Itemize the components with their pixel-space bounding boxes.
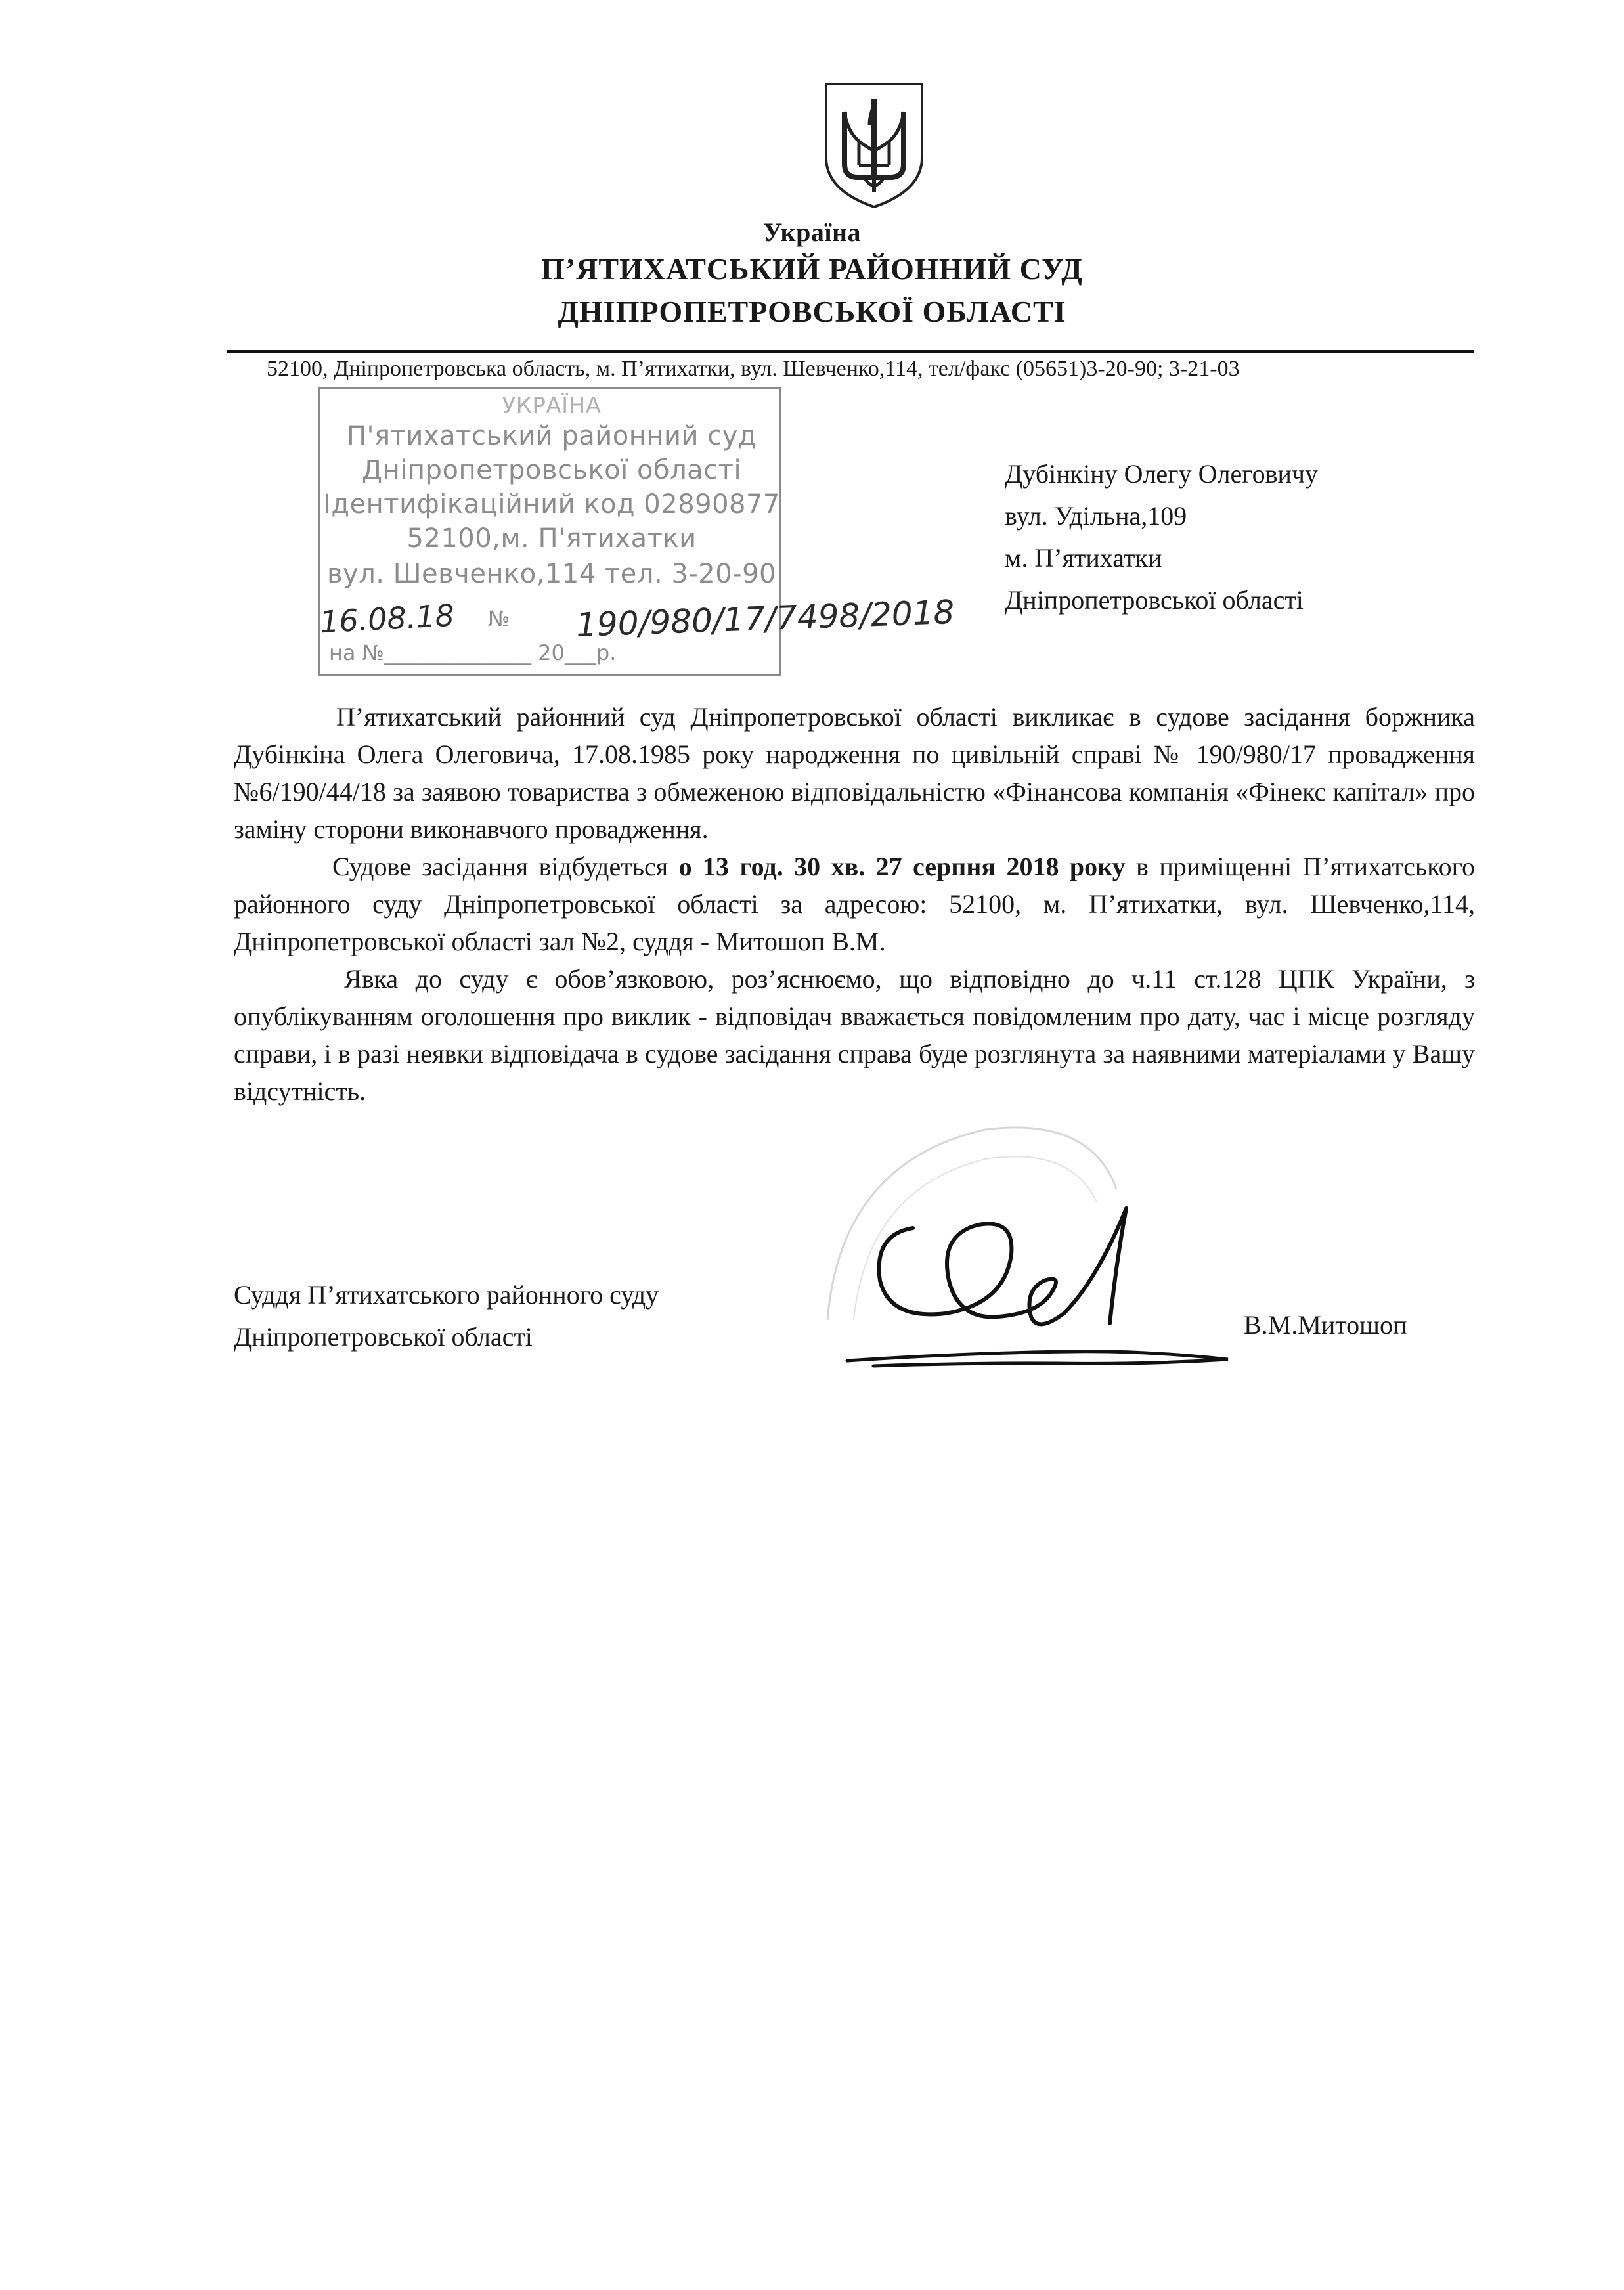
- stamp-reg-date: 16.08.18: [318, 597, 456, 640]
- header-oblast: ДНІПРОПЕТРОВСЬКОЇ ОБЛАСТІ: [558, 295, 1066, 328]
- summons-body: [234, 698, 1475, 1110]
- hearing-datetime: о 13 год. 30 хв. 27 серпня 2018 року: [678, 852, 1126, 881]
- header-court-name: П’ЯТИХАТСЬКИЙ РАЙОННИЙ СУД: [541, 252, 1083, 286]
- recipient-block: [1005, 453, 1318, 621]
- paragraph-hearing: [234, 848, 1475, 960]
- stamp-oblast: Дніпропетровської області: [361, 455, 742, 485]
- stamp-country: УКРАЇНА: [502, 393, 602, 419]
- signature-title: [234, 1274, 659, 1358]
- recipient-city: м. П’ятихатки: [1005, 543, 1162, 573]
- signature-title-line2: Дніпропетровської області: [234, 1322, 533, 1352]
- signature-title-line1: Суддя П’ятихатського районного суду: [234, 1280, 659, 1310]
- header-country: Україна: [762, 217, 862, 247]
- stamp-footer: на №______________ 20___р.: [329, 640, 617, 665]
- stamp-id-code: Ідентифікаційний код 02890877: [323, 489, 780, 519]
- header-divider: [227, 350, 1474, 353]
- recipient-street: вул. Удільна,109: [1005, 501, 1187, 531]
- header-address: 52100, Дніпропетровська область, м. П’ятихатки, вул. Шевченко,114, тел/факс (05651)3-20-90; 3-21-03: [267, 357, 1240, 381]
- stamp-street: вул. Шевченко,114 тел. 3-20-90: [326, 559, 777, 589]
- signature-name: В.М.Митошоп: [1244, 1310, 1407, 1340]
- paragraph-summons: П’ятихатський районний суд Дніпропетровської області викликає в судове засідання боржника Дубінкіна Олега Олеговича, 17.08.1985 року народження по цивільній справі № 190/980/17 провадження №6/190/44/18 за заявою товариства з обмеженою відповідальністю «Фінансова компанія «Фінекс капітал» про заміну сторони виконавчого провадження.: [234, 702, 1475, 844]
- stamp-city: 52100,м. П'ятихатки: [406, 523, 697, 554]
- hearing-text-end: в приміщенні П’ятихатського районного суду Дніпропетровської області за адресою: 52100, м. П’ятихатки, вул. Шевченко,114, Дніпропетровської області зал №2, суддя - Митошоп В.М.: [234, 852, 1475, 956]
- ukraine-trident-icon: [818, 79, 930, 210]
- registration-stamp: [318, 387, 955, 676]
- judge-signature-icon: [834, 1156, 1254, 1392]
- recipient-name: Дубінкіну Олегу Олеговичу: [1005, 459, 1319, 489]
- paragraph-attendance: Явка до суду є обов’язковою, роз’яснюємо, що відповідно до ч.11 ст.128 ЦПК України, з опублікуванням оголошення про виклик - відповідач вважається повідомленим про дату, час і місце розгляду справи, і в разі неявки відповідача в судове засідання справа буде розглянута за наявними матеріалами у Вашу відсутність.: [234, 964, 1475, 1106]
- stamp-court: П'ятихатський районний суд: [346, 421, 757, 451]
- hearing-text-start: Судове засідання відбудеться: [332, 852, 679, 881]
- stamp-registration-row: [318, 592, 955, 645]
- recipient-oblast: Дніпропетровської області: [1005, 585, 1304, 615]
- stamp-reg-number: 190/980/17/7498/2018: [575, 592, 955, 645]
- stamp-reg-no-label: №: [488, 606, 510, 631]
